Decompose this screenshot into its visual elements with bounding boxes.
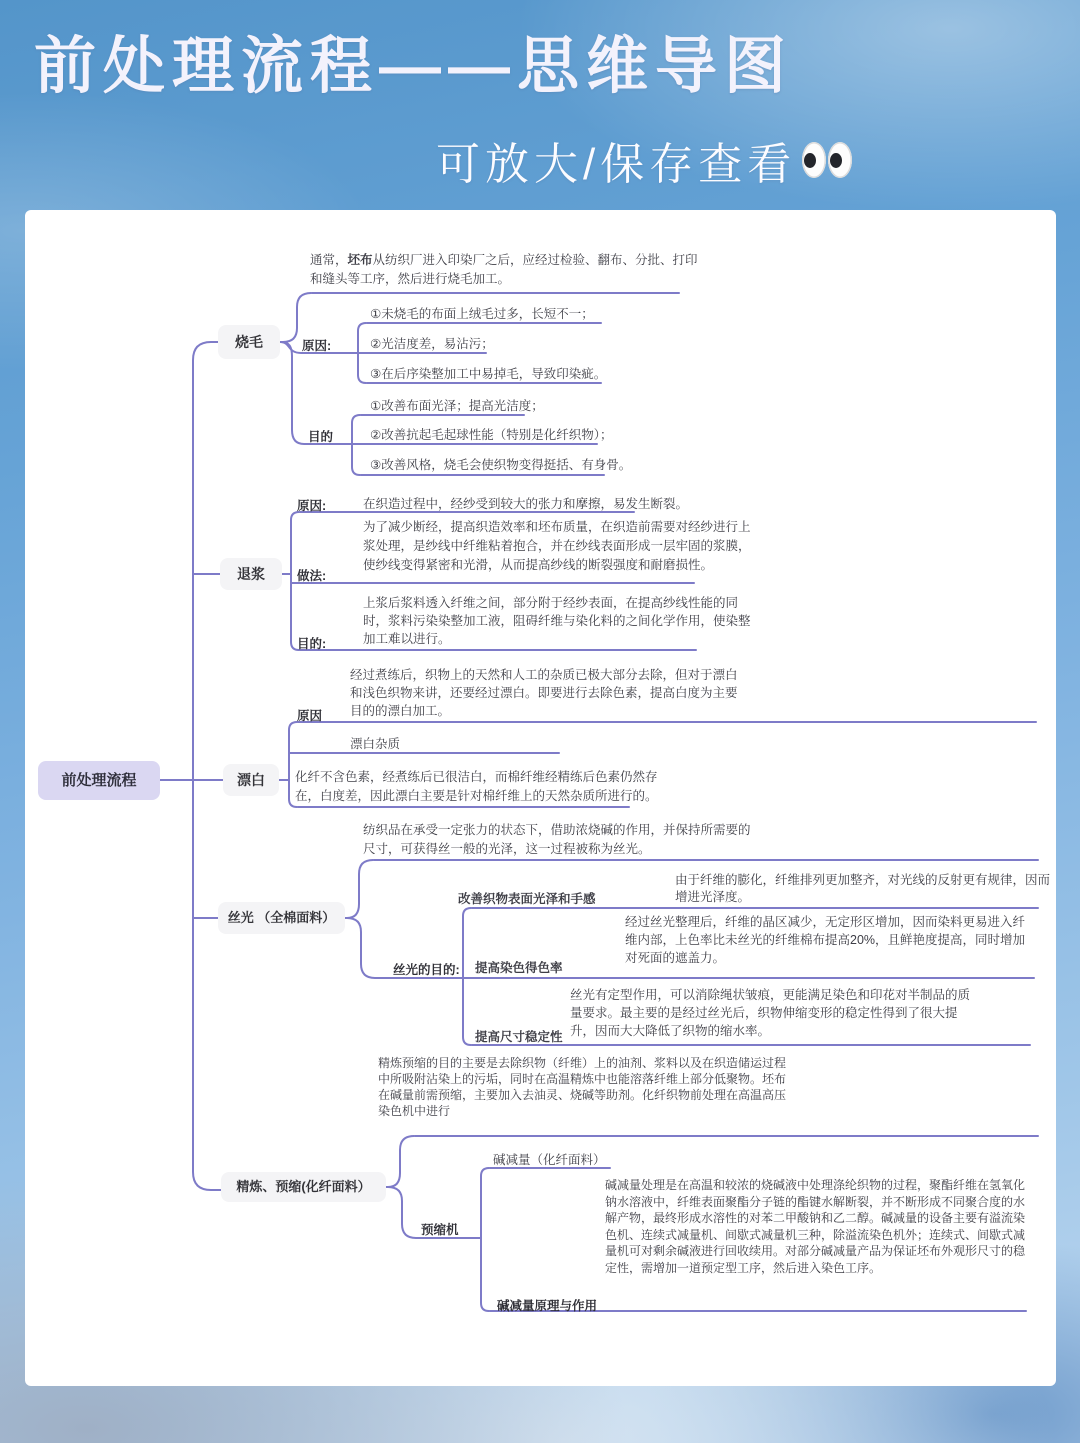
singeing-purpose-item: ②改善抗起毛起球性能（特别是化纤织物）；	[370, 428, 613, 442]
mercerizing-note: 纺织品在承受一定张力的状态下，借助浓烧碱的作用，并保持所需要的尺寸，可获得丝一般的光泽，这一过程被称为丝光。	[363, 823, 751, 856]
mercerizing-purpose-name: 提高染色得色率	[475, 961, 563, 975]
desizing-purpose-label: 目的:	[297, 637, 327, 651]
desizing-reason-label: 原因:	[297, 499, 327, 513]
singeing-purpose-item: ①改善布面光泽；提高光洁度；	[370, 399, 544, 413]
branch-underline	[297, 806, 630, 808]
bleaching-detail: 化纤不含色素，经煮练后已很洁白，而棉纤维经精练后色素仍然存在，白度差，因此漂白主要是针对棉纤维上的天然杂质所进行的。	[295, 770, 658, 803]
branch-underline	[373, 859, 1039, 861]
root-node-pretreatment: 前处理流程	[38, 761, 160, 800]
mercerizing-purpose-desc: 由于纤维的膨化，纤维排列更加整齐，对光线的反射更有规律，因而增进光泽度。	[675, 873, 1051, 904]
mercerizing-connectors	[345, 860, 471, 1045]
trunk-connectors	[160, 342, 223, 1190]
node-bleaching: 漂白	[223, 764, 279, 796]
mercerizing-purpose-name: 提高尺寸稳定性	[475, 1030, 563, 1044]
branch-underline	[311, 292, 680, 294]
alkali-principle-label: 碱减量原理与作用	[497, 1299, 598, 1313]
alkali-reduction-label: 碱减量（化纤面料）	[493, 1153, 606, 1167]
refining-note: 精炼预缩的目的主要是去除织物（纤维）上的油剂、浆料以及在织造储运过程中所吸附沾染上的污垢，同时在高温精炼中也能溶落纤维上部分低聚物。坯布在碱量前需预缩，主要加入去油灵、烧碱等助剂。化纤织物前处理在高温高压染色机中进行	[378, 1056, 787, 1118]
branch-underline	[297, 721, 1037, 723]
node-desizing: 退浆	[220, 558, 282, 590]
singeing-note: 通常，坯布从纺织厂进入印染厂之后，应经过检验、翻布、分批、打印和缝头等工序，然后进行烧毛加工。	[310, 253, 698, 286]
mercerizing-purpose-desc: 丝光有定型作用，可以消除绳状皱痕，更能满足染色和印花对半制品的质量要求。最主要的是经过丝光后，织物伸缩变形的稳定性得到了很大提升，因而大大降低了织物的缩水率。	[570, 988, 971, 1038]
node-mercerizing: 丝光 （全棉面料）	[218, 902, 345, 934]
mindmap-image[interactable]	[25, 210, 1056, 1386]
node-singeing: 烧毛	[218, 325, 280, 359]
alkali-principle-text: 碱减量处理是在高温和较浓的烧碱液中处理涤纶织物的过程，聚酯纤维在氢氧化钠水溶液中，纤维表面聚酯分子链的酯键水解断裂，并不断形成不同聚合度的水解产物，最终形成水溶性的对苯二甲酸钠和乙二醇。碱减量的设备主要有溢流染色机、连续式减量机、间歇式减量机三种，除溢流染色机外；连续式、间歇式减量机可对剩余碱液进行回收续用。对部分碱减量产品为保证坯布外观形尺寸的稳定性，需增加一道预定型工序，然后进入染色工序。	[605, 1178, 1026, 1275]
singeing-reason-item: ②光洁度差，易沾污；	[370, 337, 494, 351]
mercerizing-purpose-label: 丝光的目的:	[393, 963, 460, 977]
singeing-reason-item: ①未烧毛的布面上绒毛过多，长短不一；	[370, 307, 594, 321]
singeing-reason-label: 原因:	[302, 339, 332, 353]
bleaching-reason-label: 原因	[297, 709, 323, 723]
bleaching-reason: 经过煮练后，织物上的天然和人工的杂质已极大部分去除，但对于漂白和浅色织物来讲，还要经过漂白。即要进行去除色素，提高白度为主要目的的漂白加工。	[350, 668, 738, 718]
bleaching-impurity: 漂白杂质	[350, 737, 401, 751]
node-refining: 精炼、预缩(化纤面料）	[221, 1172, 386, 1202]
branch-underline	[291, 582, 695, 584]
desizing-purpose: 上浆后浆料透入纤维之间，部分附于经纱表面，在提高纱线性能的同时，浆料污染染整加工液，阻碍纤维与染化料的之间化学作用，使染整加工难以进行。	[363, 596, 751, 646]
branch-underline	[414, 1135, 1039, 1137]
desizing-reason: 在织造过程中，经纱受到较大的张力和摩擦，易发生断裂。	[363, 497, 689, 511]
branch-underline	[299, 649, 697, 651]
desizing-method: 为了减少断经，提高织造效率和坯布质量，在织造前需要对经纱进行上浆处理，是纱线中纤维粘着抱合，并在纱线表面形成一层牢固的浆膜，使纱线变得紧密和光滑，从而提高纱线的断裂强度和耐磨损性。	[363, 520, 751, 572]
page-title: 前处理流程——思维导图	[34, 32, 794, 101]
eyes-icon	[802, 142, 852, 178]
singeing-reason-item: ③在后序染整加工中易掉毛，导致印染疵。	[370, 367, 607, 381]
preshrinking-machine-label: 预缩机	[421, 1223, 459, 1237]
singeing-purpose-label: 目的	[308, 430, 334, 444]
subtitle-text: 可放大/保存查看	[436, 140, 797, 189]
mercerizing-purpose-desc: 经过丝光整理后，纤维的晶区减少，无定形区增加，因而染料更易进入纤维内部，上色率比未丝光的纤维棉布提高20%，且鲜艳度提高，同时增加对死面的遮盖力。	[625, 915, 1026, 965]
singeing-connectors	[280, 293, 366, 475]
branch-underline	[289, 752, 560, 754]
desizing-method-label: 做法:	[297, 569, 327, 583]
page-subtitle	[436, 128, 852, 192]
mercerizing-purpose-name: 改善织物表面光泽和手感	[458, 892, 596, 906]
singeing-purpose-item: ③改善风格，烧毛会使织物变得挺括、有身骨。	[370, 458, 632, 472]
